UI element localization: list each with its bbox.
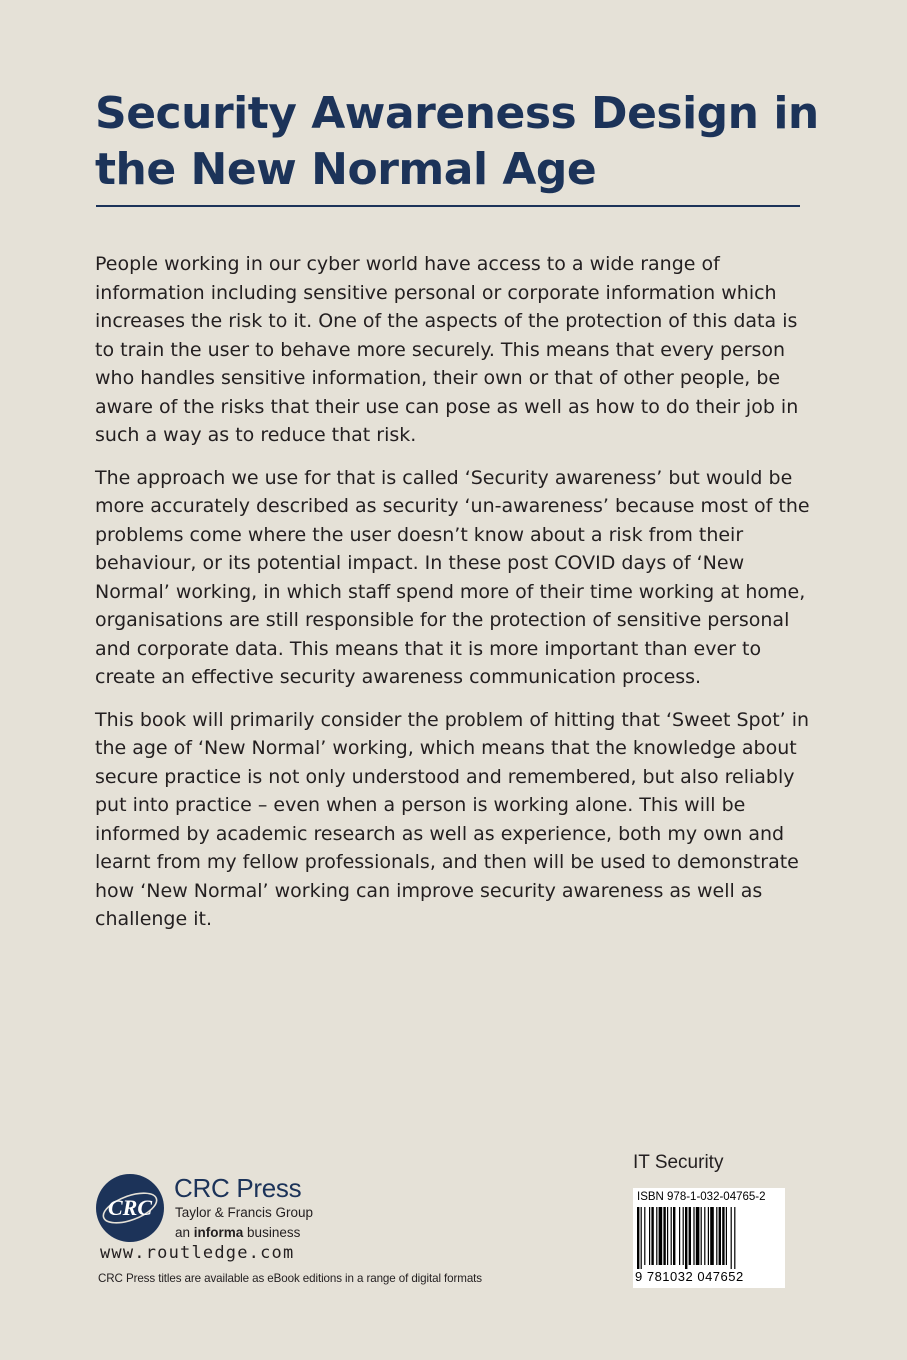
publisher-tagline xyxy=(175,1225,300,1240)
barcode-bar xyxy=(671,1207,672,1265)
blurb-paragraph: The approach we use for that is called ‘Security awareness’ but would be more accurately described as security ‘un-awareness’ because most of the problems come where the user doesn’t know about a risk from their behaviour, or its potential impact. In these post COVID days of ‘New Normal’ working, in which staff spend more of their time working at home, organisations are still responsible for the protection of sensitive personal and corporate data. This means that it is more important than ever to create an effective security awareness communication process. xyxy=(95,466,810,688)
barcode-bar xyxy=(704,1207,705,1265)
barcode-bar xyxy=(663,1207,665,1265)
barcode-bar xyxy=(708,1207,709,1265)
barcode-bars-icon xyxy=(637,1207,781,1269)
logo-text: CRC xyxy=(107,1195,153,1220)
barcode-bar xyxy=(722,1207,724,1265)
barcode-bar xyxy=(693,1207,694,1265)
publisher-website: www.routledge.com xyxy=(100,1243,295,1263)
barcode-bar xyxy=(716,1207,717,1265)
book-title: Security Awareness Design in the New Normal Age xyxy=(95,88,819,195)
barcode-bar xyxy=(667,1207,668,1265)
back-cover-blurb xyxy=(95,250,815,948)
barcode-bar xyxy=(685,1207,687,1269)
barcode-bar xyxy=(656,1207,657,1265)
barcode-bar xyxy=(651,1207,653,1265)
barcode-bar xyxy=(696,1207,700,1265)
tagline-informa: informa xyxy=(193,1225,244,1240)
barcode-bar xyxy=(726,1207,727,1265)
subject-category: IT Security xyxy=(633,1152,724,1173)
isbn-label: ISBN 978-1-032-04765-2 xyxy=(637,1191,766,1203)
ebook-note: CRC Press titles are available as eBook editions in a range of digital formats xyxy=(98,1272,483,1285)
crc-press-logo-icon xyxy=(95,1173,165,1243)
barcode-bar xyxy=(637,1207,639,1269)
barcode-bar xyxy=(710,1207,714,1265)
barcode-bar xyxy=(731,1207,732,1269)
barcode-bar xyxy=(679,1207,680,1265)
blurb-paragraph: People working in our cyber world have access to a wide range of information including sensitive personal or corporate information which increases the risk to it. One of the aspects of the protection of this data is to train the user to behave more securely. This means that every person who handles sensitive information, their own or that of other people, be aware of the risks that their use can pose as well as how to do their job in such a way as to reduce that risk. xyxy=(95,253,799,446)
barcode-bar xyxy=(659,1207,663,1265)
barcode-bar xyxy=(641,1207,642,1269)
barcode-bar xyxy=(673,1207,675,1265)
barcode-bar xyxy=(644,1207,645,1265)
isbn-barcode xyxy=(633,1188,785,1288)
tagline-prefix: an xyxy=(175,1225,194,1240)
barcode-bar xyxy=(734,1207,735,1269)
publisher-name: CRC Press xyxy=(174,1173,302,1203)
title-divider xyxy=(96,205,800,207)
barcode-bar xyxy=(701,1207,702,1265)
tagline-suffix: business xyxy=(243,1225,301,1240)
barcode-bar xyxy=(683,1207,684,1265)
blurb-paragraph: This book will primarily consider the problem of hitting that ‘Sweet Spot’ in the age of ‘New Normal’ working, which means that the knowledge about secure practice is not only understood and remembered, but also reliably put into practice – even when a person is working alone. This will be informed by academic research as well as experience, both my own and learnt from my fellow professionals, and then will be used to demonstrate how ‘New Normal’ working can improve security awareness as well as challenge it. xyxy=(95,708,810,930)
barcode-bar xyxy=(649,1207,650,1265)
barcode-bar xyxy=(719,1207,721,1265)
barcode-digits: 9 781032 047652 xyxy=(635,1269,744,1284)
publisher-group: Taylor & Francis Group xyxy=(175,1205,314,1220)
barcode-bar xyxy=(689,1207,691,1265)
